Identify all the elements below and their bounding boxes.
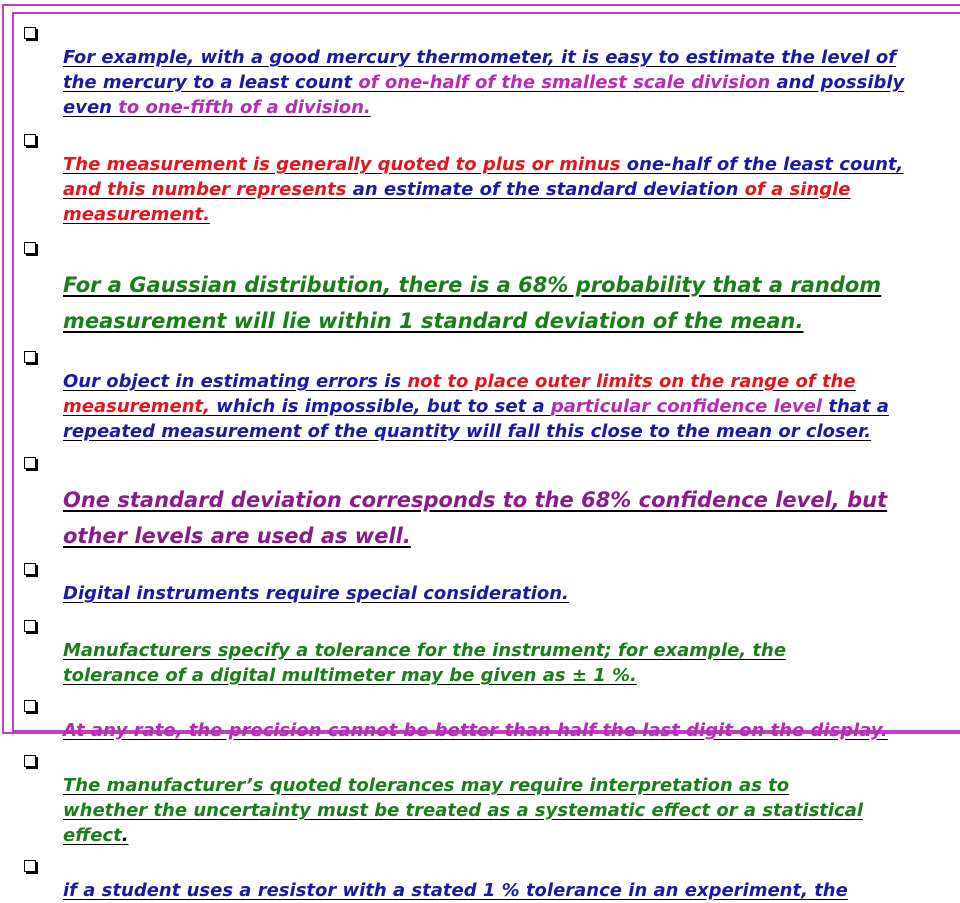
bullet-item — [22, 446, 960, 554]
square-bullet-icon — [24, 563, 36, 575]
bullet-item — [22, 853, 960, 903]
slide-content — [22, 20, 960, 903]
bullet-item — [22, 127, 960, 227]
text-segment: and this number represents — [63, 179, 347, 200]
bullet-text — [63, 853, 960, 903]
square-bullet-icon — [24, 700, 36, 712]
bullet-text — [63, 693, 960, 743]
text-segment: The measurement is generally quoted to plus or minus — [63, 154, 627, 175]
bullet-item — [22, 20, 960, 120]
bullet-item — [22, 556, 960, 606]
text-segment: which is impossible, but to set a — [209, 396, 551, 417]
square-bullet-icon — [24, 27, 36, 39]
text-segment: Our object in estimating errors is — [63, 371, 408, 392]
square-bullet-icon — [24, 457, 36, 469]
text-segment: particular confidence level — [550, 396, 823, 417]
bullet-text — [63, 556, 960, 606]
bullet-item — [22, 748, 960, 848]
text-segment: not to place outer limits on the range of the measurement, — [63, 371, 856, 417]
text-segment: of a single measurement. — [63, 179, 851, 225]
text-segment: and possibly even — [63, 72, 905, 118]
bullet-text — [63, 127, 960, 227]
square-bullet-icon — [24, 134, 36, 146]
text-segment: an estimate of the standard deviation — [352, 179, 739, 200]
bullet-item — [22, 231, 960, 339]
text-segment: one-half of the least count, — [626, 154, 904, 175]
text-segment: At any rate, the precision cannot be better than half the last digit on the display. — [63, 720, 888, 741]
bullet-text — [63, 613, 960, 688]
square-bullet-icon — [24, 242, 36, 254]
text-segment: For example, with a good mercury thermometer, it is easy to estimate the level of the mercury to a least count — [63, 47, 897, 93]
text-segment: if a student uses a resistor with a stated 1 % tolerance in an experiment, the — [63, 880, 848, 901]
text-segment: One standard deviation corresponds to the 68% confidence level, but other levels are used as well. — [63, 488, 888, 548]
text-segment: Digital instruments require special consideration. — [63, 583, 569, 604]
bullet-text — [63, 344, 960, 444]
square-bullet-icon — [24, 860, 36, 872]
text-segment: of one-half of the smallest scale division — [358, 72, 771, 93]
text-segment: . — [121, 825, 129, 846]
text-segment: The manufacturer’s quoted tolerances may require interpretation as to whether the uncertainty must be treated as a systematic effect or a statistical effect — [63, 775, 864, 846]
text-segment: to one-fifth of a division. — [118, 97, 371, 118]
bullet-text — [63, 20, 960, 120]
bullet-text — [63, 446, 960, 554]
text-segment: For a Gaussian distribution, there is a 68% probability that a random measurement will lie within 1 standard deviation of the mean. — [63, 273, 882, 333]
text-segment: that a repeated measurement of the quantity will fall this close to the mean or closer. — [63, 396, 889, 442]
bullet-text — [63, 748, 960, 848]
bullet-item — [22, 613, 960, 688]
bullet-text — [63, 231, 960, 339]
square-bullet-icon — [24, 755, 36, 767]
bullet-item — [22, 693, 960, 743]
bullet-item — [22, 344, 960, 444]
text-segment: Manufacturers specify a tolerance for the instrument; for example, the tolerance of a digital multimeter may be given as ± 1 %. — [63, 640, 787, 686]
square-bullet-icon — [24, 620, 36, 632]
square-bullet-icon — [24, 351, 36, 363]
